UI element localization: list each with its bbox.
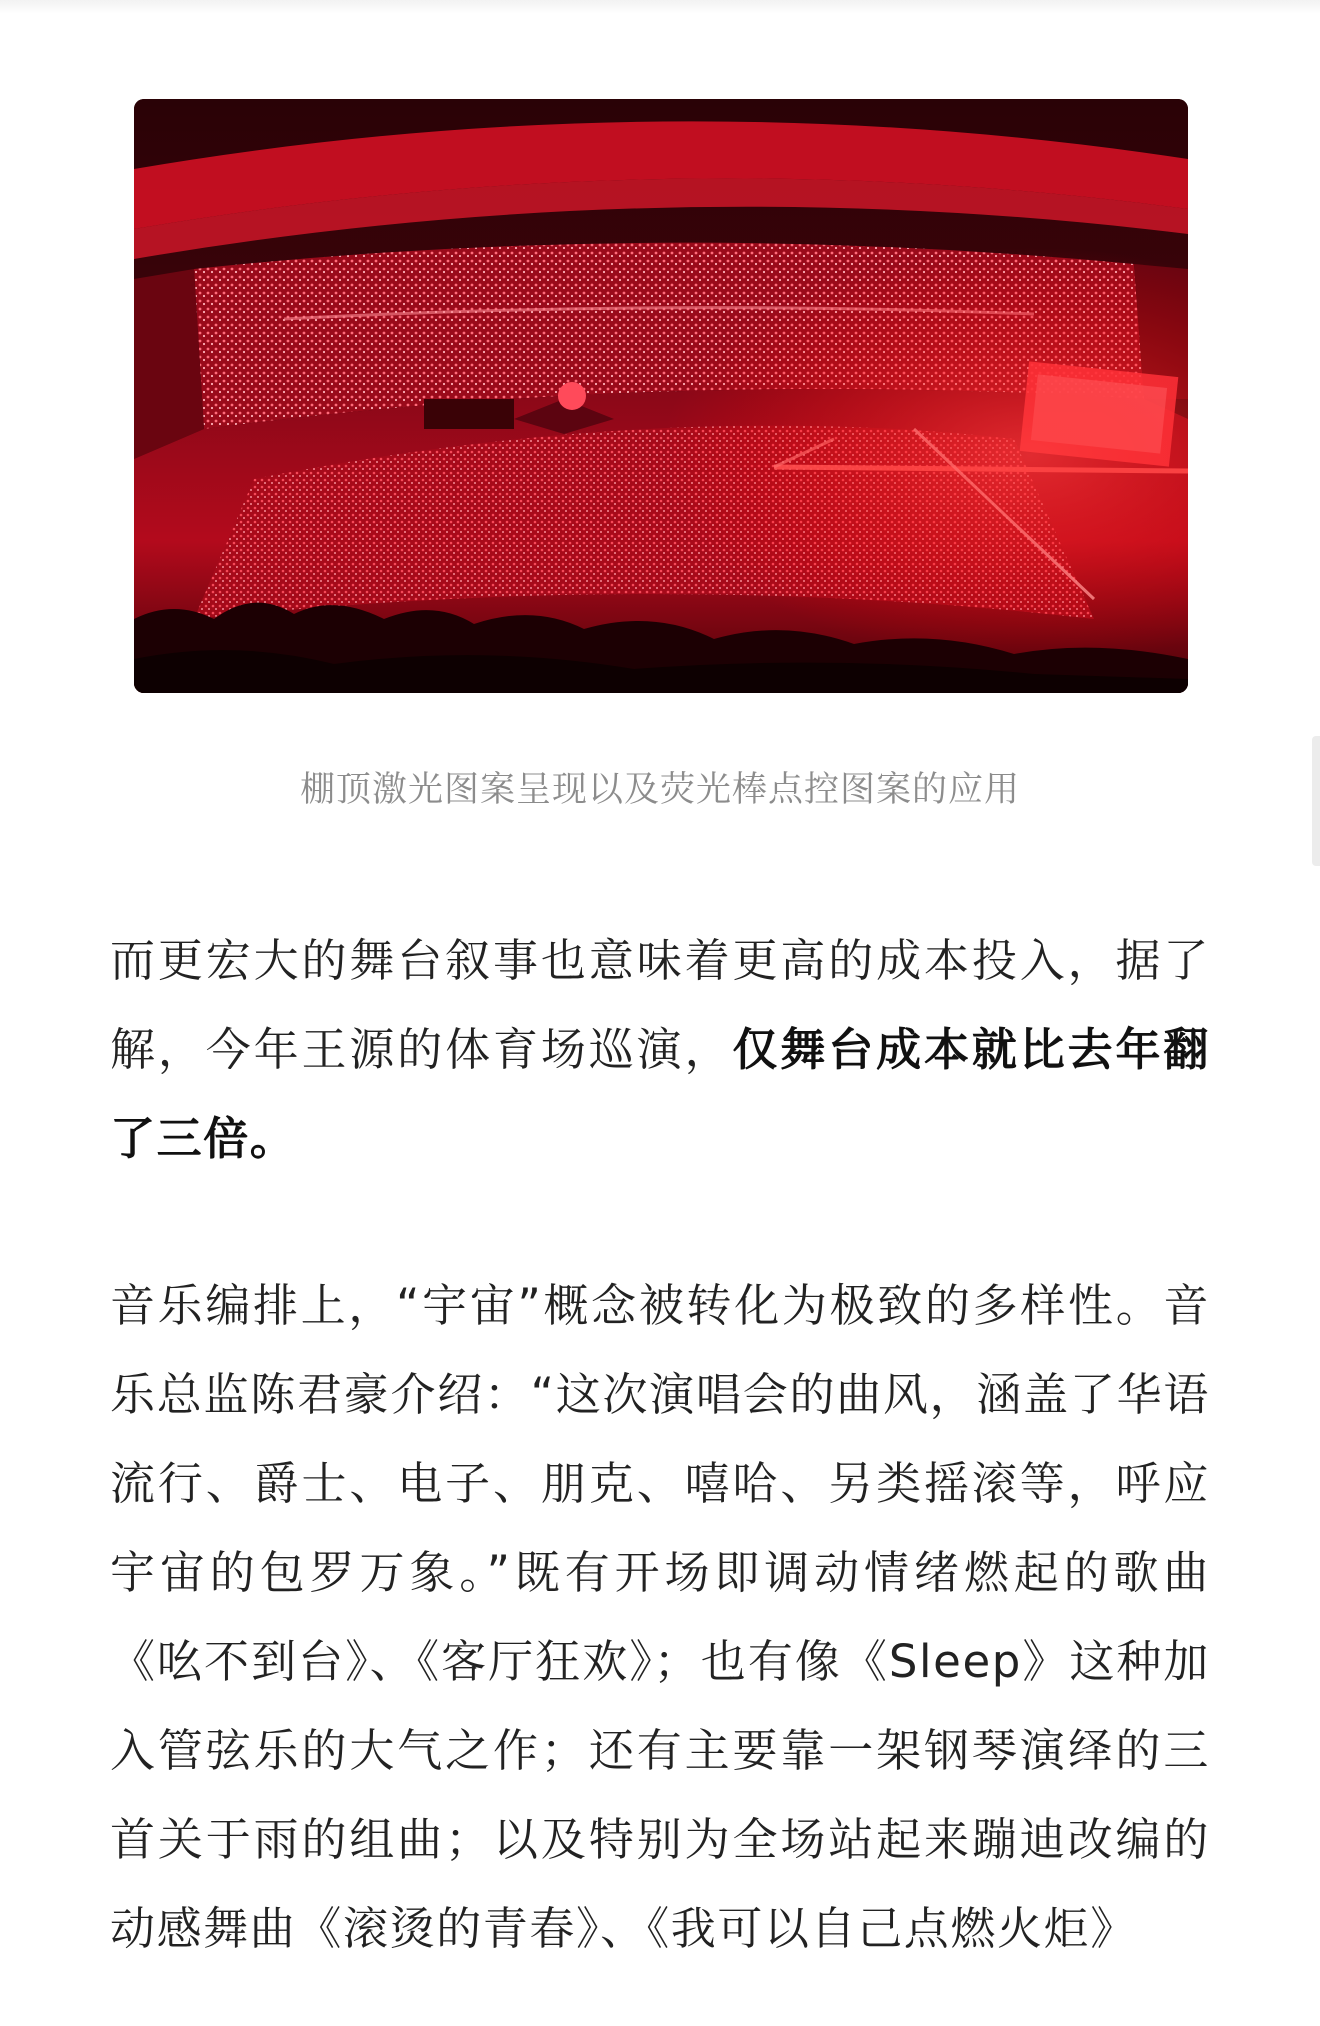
stadium-illustration bbox=[134, 99, 1188, 693]
top-fade-divider bbox=[0, 0, 1320, 14]
paragraph-stage-cost bbox=[110, 916, 1210, 1183]
paragraph-music-arrangement: 音乐编排上，“宇宙”概念被转化为极致的多样性。音乐总监陈君豪介绍：“这次演唱会的曲风，涵盖了华语流行、爵士、电子、朋克、嘻哈、另类摇滚等，呼应宇宙的包罗万象。”既有开场即调动情绪燃起的歌曲《吆不到台》、《客厅狂欢》；也有像《Sleep》这种加入管弦乐的大气之作；还有主要靠一架钢琴演绎的三首关于雨的组曲；以及特别为全场站起来蹦迪改编的动感舞曲《滚烫的青春》、《我可以自己点燃火炬》 bbox=[110, 1279, 1210, 1955]
article-body bbox=[110, 916, 1210, 1973]
concert-photo[interactable] bbox=[134, 99, 1188, 693]
paragraph-text: 而更宏大的舞台叙事也意味着更高的成本投入，据了解，今年王源的体育场巡演， bbox=[110, 934, 1210, 1076]
bold-highlight: 仅舞台成本就比去年翻了三倍。 bbox=[110, 1023, 1210, 1165]
photo-caption: 棚顶激光图案呈现以及荧光棒点控图案的应用 bbox=[299, 770, 1020, 810]
